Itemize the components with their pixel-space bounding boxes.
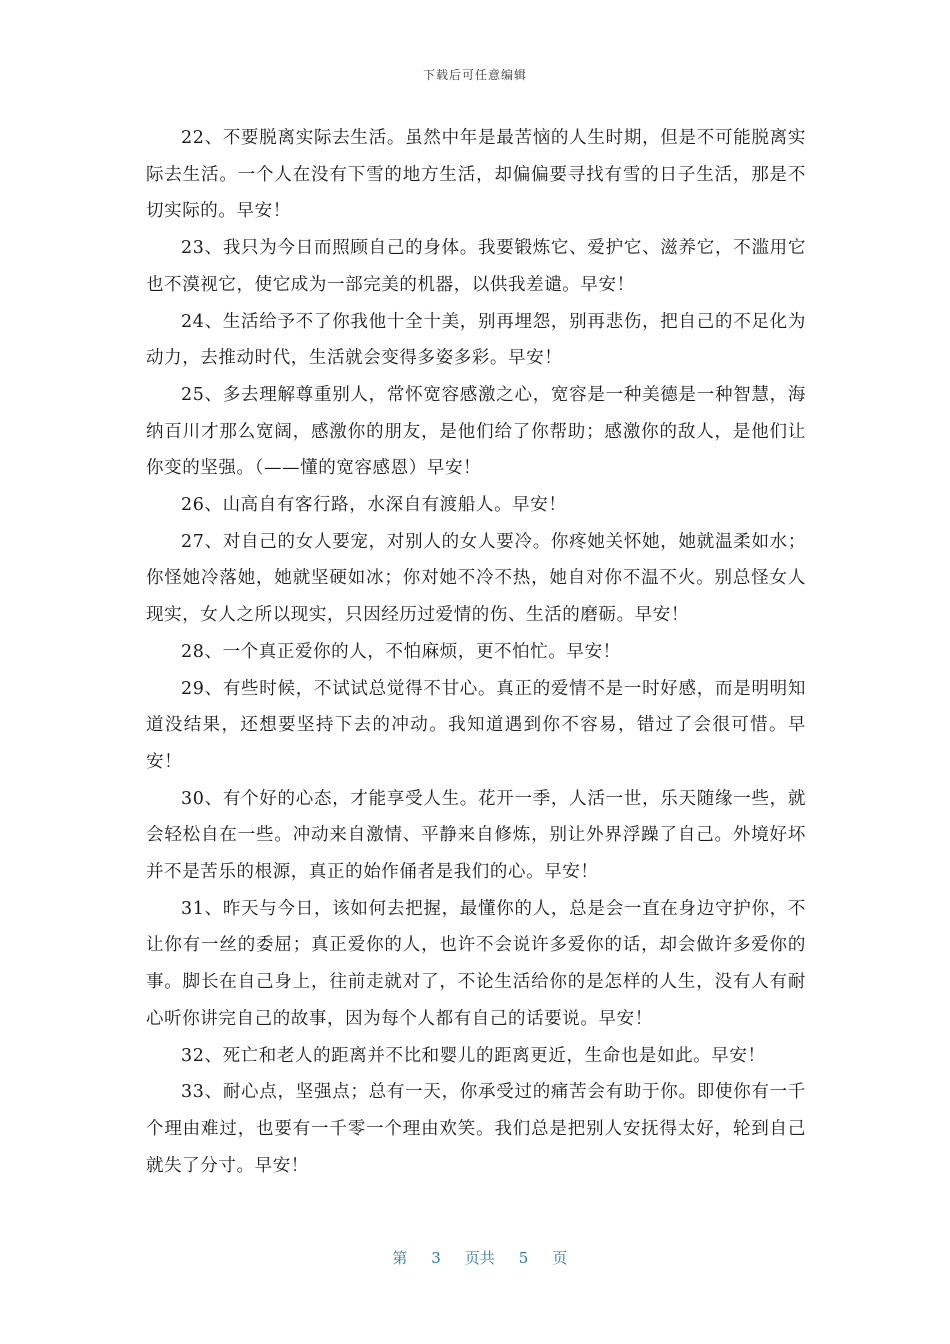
paragraph-31: 31、昨天与今日，该如何去把握，最懂你的人，总是会一直在身边守护你，不让你有一丝的委屈；真正爱你的人，也许不会说许多爱你的话，却会做许多爱你的事。脚长在自己身上，往前走就对了，不论生活给你的是怎样的人生，没有人有耐心听你讲完自己的故事，因为每个人都有自己的话要说。早安！ [146,898,806,1029]
paragraph-27: 27、对自己的女人要宠，对别人的女人要冷。你疼她关怀她，她就温柔如水；你怪她冷落她，她就坚硬如冰；你对她不冷不热，她自对你不温不火。别总怪女人现实，女人之所以现实，只因经历过爱情的伤、生活的磨砺。早安！ [146,531,806,626]
page-footer [0,1229,950,1268]
paragraph-23: 23、我只为今日而照顾自己的身体。我要锻炼它、爱护它、滋养它，不滥用它也不漠视它，使它成为一部完美的机器，以供我差谴。早安！ [146,238,806,295]
paragraph-30: 30、有个好的心态，才能享受人生。花开一季，人活一世，乐天随缘一些，就会轻松自在一些。冲动来自激情、平静来自修炼，别让外界浮躁了自己。外境好坏并不是苦乐的根源，真正的始作俑者是我们的心。早安！ [146,788,806,883]
document-body [146,120,806,1184]
footer-total-suffix: 页 [552,1249,568,1267]
paragraph-28: 28、一个真正爱你的人，不怕麻烦，更不怕忙。早安！ [181,641,621,662]
paragraph-22: 22、不要脱离实际去生活。虽然中年是最苦恼的人生时期，但是不可能脱离实际去生活。一个人在没有下雪的地方生活，却偏偏要寻找有雪的日子生活，那是不切实际的。早安！ [146,128,806,222]
paragraph-26: 26、山高自有客行路，水深自有渡船人。早安！ [181,495,567,516]
paragraph-24: 24、生活给予不了你我他十全十美，别再埋怨，别再悲伤，把自己的不足化为动力，去推动时代，生活就会变得多姿多彩。早安！ [146,311,806,369]
footer-page-label: 第 [392,1249,408,1267]
footer-total-pages: 5 [518,1249,529,1267]
paragraph-32: 32、死亡和老人的距离并不比和婴儿的距离更近，生命也是如此。早安！ [181,1045,766,1066]
paragraph-33: 33、耐心点，坚强点；总有一天，你承受过的痛苦会有助于你。即使你有一千个理由难过，也要有一千零一个理由欢笑。我们总是把别人安抚得太好，轮到自己就失了分寸。早安！ [146,1082,806,1176]
footer-current-page: 3 [431,1249,441,1267]
paragraph-25: 25、多去理解尊重别人，常怀宽容感激之心，宽容是一种美德是一种智慧，海纳百川才那么宽阔，感激你的朋友，是他们给了你帮助；感激你的敌人，是他们让你变的坚强。（——懂的宽容感恩）早安！ [146,384,806,479]
paragraph-29: 29、有些时候，不试试总觉得不甘心。真正的爱情不是一时好感，而是明明知道没结果，还想要坚持下去的冲动。我知道遇到你不容易，错过了会很可惜。早安！ [146,678,806,772]
page-header: 下载后可任意编辑 [422,68,527,82]
footer-total-prefix: 页共 [464,1249,495,1267]
